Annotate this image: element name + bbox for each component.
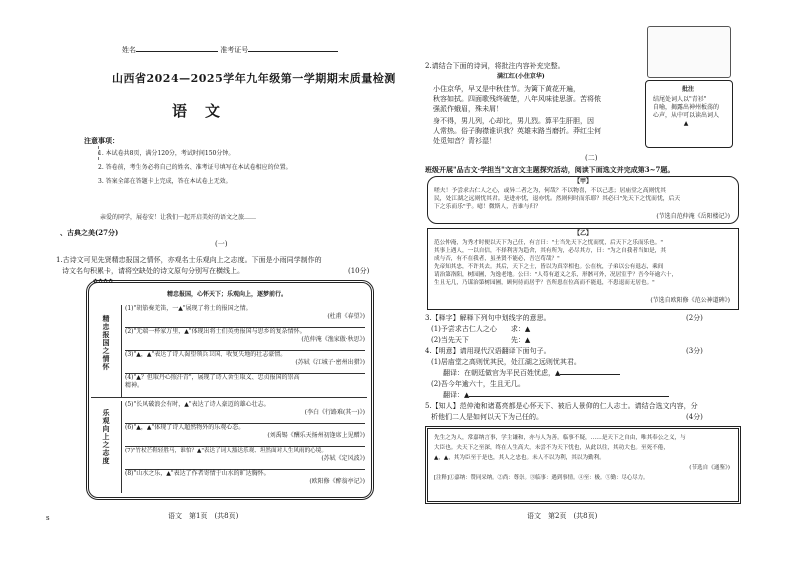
question-3-item: (1)予尝求古仁人之心 求：▲ [431, 325, 531, 333]
card-row: (8)"山水之乐，▲"表达了作者寄情于山水的旷达胸怀。 (欧阳修《醉翁亭记》) [125, 470, 365, 485]
poem-body: 小住京华，早又是中秋佳节。为篱下黄花开遍， 秋容如拭。四面歌残终破楚，八年风味徒思浙。苦将侬 强派作蛾眉，殊未屑！ 身不得，男儿列，心却比，男儿烈。算平生肝胆，因 人常热。俗子胸襟谁识我？英雄末路当磨折。莽红尘何 处觅知音？青衫湿！ [433, 85, 601, 145]
annotation-note [645, 80, 733, 148]
margin-mark: s [46, 514, 50, 522]
card-row: (1)"胡笳奏羌笛，一▲"展现了将士的报国之情。 (杜甫《春望》) [125, 305, 365, 328]
page-2-footer: 语文 第2页 (共8页) [527, 512, 598, 520]
question-5-text: 5.【知人】范仲淹和诸葛亮都是心怀天下、被后人景仰的仁人志士。请结合选文内容，分 [425, 402, 698, 410]
card-row: (4)"▲？但取丹心照汗青"，展现了诗人舍生取义、忠贞报国的崇高 精神。 [125, 374, 300, 389]
section-title: 、古典之美(27分) [60, 228, 119, 237]
card-rows-top [125, 305, 365, 396]
card-header: 精忠报国，心怀天下；乐观向上，逐梦前行。 [167, 291, 288, 298]
question-1-text-2: 诗文名句积累卡，请将空缺处的诗文原句分别写在横线上。 [62, 267, 244, 275]
decor-stars: ✿✿✿✿ [93, 278, 114, 285]
card-row: (6)"▲，▲"体现了诗人超然物外的乐观心态。 (刘禹锡《酬乐天扬州初逢席上见赠》) [125, 424, 365, 447]
passage-jia: 【甲】 嗟夫！予尝求古仁人之心，或异二者之为，何哉？不以物喜，不以己悲；居庙堂之高则忧其 民，处江湖之远则忧其君。是进亦忧，退亦忧。然则何时而乐耶？其必曰"先天下之忧而忧，后天 下之乐而乐"乎。噫！微斯人，吾谁与归？ (节选自范仲淹《岳阳楼记》) [427, 176, 739, 224]
exam-title: 山西省2024—2025学年九年级第一学期期末质量检测 [112, 72, 396, 85]
name-field-label: 姓名 准考证号 [122, 46, 338, 55]
poem-title: 满江红(小住京华) [497, 73, 545, 80]
side-label-bottom: 乐观向上之志度 [91, 401, 122, 493]
part-label: (一) [215, 240, 228, 248]
question-3-score: (2分) [686, 314, 703, 322]
page-2 [397, 0, 794, 561]
side-label-top: 精忠报国之情怀 [91, 305, 122, 397]
card-divider [91, 397, 367, 398]
passage-yi: 【乙】 范公仲淹，为秀才时便以天下为己任，有言曰："士当先天下之忧而忧，后天下之乐而乐也。" 其事上遇人，一以自信，不择利害为趋舍，其有所为，必尽其方，曰："为之自我者当如是，其 成与否，有不在我者，虽圣贤不能必，吾岂苟哉？" 先帝知其忠，不许其去。其后，天下之士，皆以为真宰相也。公在杭，子弟以公有退志，乘间 请治第洛阳，树园圃，为逸老地。公曰："人苟有道义之乐，形骸可外，况居室乎？吾今年逾六十， 生且无几，乃谋治第树园圃，顾何待而居乎？吾所患在位高而不能退，不患退而无居也。" (节选自欧阳修《范公神道碑》) [427, 228, 739, 310]
question-4-text: 4.【明意】请用现代汉语翻译下面句子。 [425, 347, 551, 355]
question-3-text: 3.【释字】解释下列句中划线字的意思。 [425, 314, 551, 322]
question-2-text: 2.请结合下面的诗词，将批注内容补充完整。 [425, 62, 565, 70]
card-row: (7)"竹杖芒鞋轻胜马，谁怕？▲"表达了词人豁达乐观、坦然面对人生风雨的心境。 (苏轼《定风波》) [125, 447, 365, 470]
notice-item: 2. 答卷前，考生务必将自己的姓名、准考证号填写在本试卷相应的位置。 [98, 164, 292, 171]
subject-title: 语文 [172, 102, 239, 120]
scroll-decoration [647, 26, 731, 78]
question-5-text-2: 析他们二人是如何以天下为己任的。 [431, 413, 543, 421]
greeting-text: 亲爱的同学，展卷安！让我们一起开启美好的语文之旅…… [100, 214, 257, 221]
notice-bracket [98, 146, 99, 160]
card-row: (3)"▲，▲"表达了诗人渴望领兵卫国、收复失地的壮志豪情。 (苏轼《江城子·密州出猎》) [125, 351, 365, 374]
question-1-text: 1.古诗文可见先贤精忠报国之情怀，亦观名士乐观向上之志度。下面是小雨同学制作的 [56, 256, 322, 264]
part-2-label: (二) [585, 154, 598, 162]
question-4-item: (2)吾今年逾六十，生且无几。 [431, 380, 525, 388]
verse-card [88, 278, 372, 498]
notice-item: 3. 答案全部在答题卡上完成，答在本试卷上无效。 [98, 178, 232, 185]
question-3-item: (2)当先天下 先：▲ [431, 336, 531, 344]
question-1-score: (10分) [348, 267, 370, 275]
card-row: (5)"长风破浪会有时，▲"表达了诗人豪迈的雄心壮志。 (李白《行路难(其一)》) [125, 401, 365, 424]
question-4-item: (1)居庙堂之高则忧其民，处江湖之远则忧其君。 [431, 358, 581, 366]
answer-line: 翻译：▲ [443, 391, 669, 400]
answer-line: 翻译：在朝廷做官为平民百姓忧虑，▲ [443, 369, 620, 378]
card-rows-bottom [125, 401, 365, 492]
question-5-score: (4分) [686, 413, 703, 421]
annotation-text: 结尾处词人以"青衫" 自喻，揭露出神州板荡的 心声，从中可以读出词人 ▲ [653, 96, 720, 127]
page-1-footer: 语文 第1页 (共8页) [168, 512, 239, 520]
card-row: (2)"无端一杯家万里，▲"体现出将士们英勇报国与思乡的复杂情怀。 (范仲淹《渔家傲·秋思》) [125, 328, 365, 351]
reference-passage: 先生之为人，常嘉纳言事，学主谦和，亦与人为善。临事不疑，……是天下之自由，唯其奉公之义，与 大臣也。夫天下之至深，终在人生高大，未尝不为天下忧也，从此以往，其功大也。至死不倦， ▲，▲，其为臣至于是也，其人之忠也。未人不以为利，其以为勤利。 (节选自《通鉴》) [注释]①嘉纳：赞同采纳。②尚：尊崇。③临事：遇到事情。④至：极。⑤勤：尽心尽力。 [427, 428, 739, 502]
notice-item: 1. 本试卷共8页，满分120分，考试时间150分钟。 [98, 150, 235, 157]
notice-title: 注意事项： [84, 136, 119, 145]
question-4-score: (3分) [686, 347, 703, 355]
annotation-title: 批注 [682, 86, 695, 93]
part-2-intro: 班级开展"品古文·学担当"文言文主题探究活动，阅读下面选文并完成第3~7题。 [425, 165, 675, 174]
notice-list [84, 146, 294, 206]
